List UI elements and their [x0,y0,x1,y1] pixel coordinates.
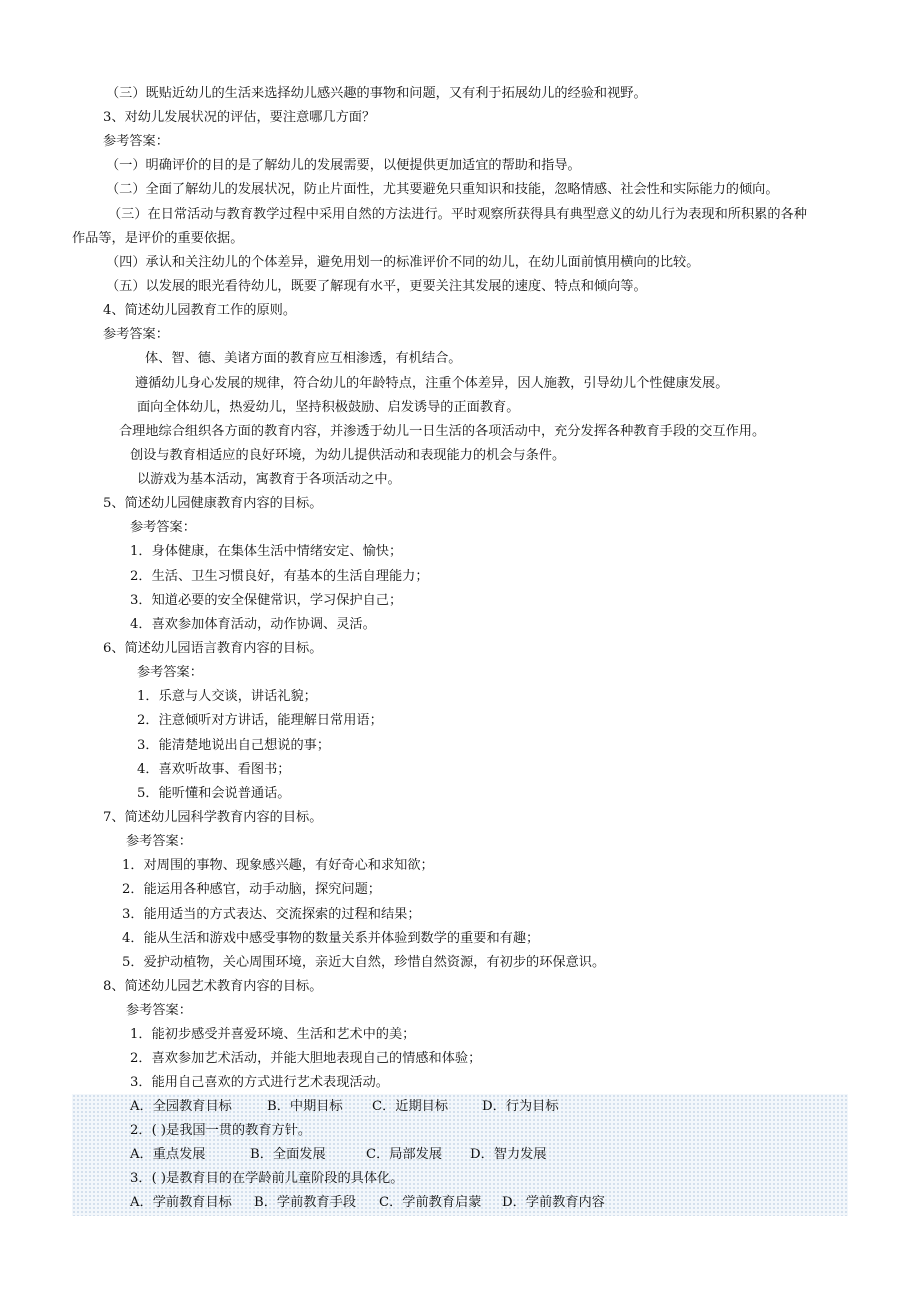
quiz-option: C．学前教育启蒙 [379,1195,482,1210]
paragraph-line: （二）全面了解幼儿的发展状况，防止片面性，尤其要避免只重知识和技能，忽略情感、社会性和实际能力的倾向。 [106,182,779,197]
list-item: 1．对周围的事物、现象感兴趣，有好奇心和求知欲； [122,858,434,873]
paragraph-line: 体、智、德、美诸方面的教育应互相渗透，有机结合。 [145,351,462,366]
question-heading: 5、简述幼儿园健康教育内容的目标。 [103,496,323,511]
quiz-option: A．学前教育目标 [130,1195,232,1210]
answer-label: 参考答案： [130,520,196,535]
quiz-option: D．行为目标 [482,1099,559,1114]
quiz-option: A．全园教育目标 [130,1099,232,1114]
answer-label: 参考答案： [103,327,169,342]
quiz-option: B．学前教育手段 [254,1195,357,1210]
paragraph-line: （三）在日常活动与教育教学过程中采用自然的方法进行。平时观察所获得具有典型意义的幼儿行为表现和所积累的各种 [108,207,807,222]
answer-label: 参考答案： [126,834,192,849]
paragraph-line: （三）既贴近幼儿的生活来选择幼儿感兴趣的事物和问题，又有利于拓展幼儿的经验和视野。 [106,86,647,101]
quiz-question: 2．( )是我国一贯的教育方针。 [130,1123,312,1138]
quiz-section [72,1094,848,1216]
question-heading: 4、简述幼儿园教育工作的原则。 [103,303,297,318]
paragraph-line: 合理地综合组织各方面的教育内容，并渗透于幼儿一日生活的各项活动中，充分发挥各种教育手段的交互作用。 [119,424,766,439]
question-heading: 3、对幼儿发展状况的评估，要注意哪几方面？ [103,110,376,125]
list-item: 2．生活、卫生习惯良好，有基本的生活自理能力； [130,569,429,584]
quiz-option: A．重点发展 [130,1147,206,1162]
list-item: 1．能初步感受并喜爱环境、生活和艺术中的美； [130,1027,416,1042]
paragraph-line: 以游戏为基本活动，寓教育于各项活动之中。 [137,472,401,487]
list-item: 5．爱护动植物，关心周围环境，亲近大自然，珍惜自然资源，有初步的环保意识。 [122,955,606,970]
list-item: 2．喜欢参加艺术活动，并能大胆地表现自己的情感和体验； [130,1051,482,1066]
list-item: 3．知道必要的安全保健常识，学习保护自己； [130,593,403,608]
list-item: 4．喜欢听故事、看图书； [137,762,291,777]
list-item: 5．能听懂和会说普通话。 [137,786,291,801]
paragraph-line: 创设与教育相适应的良好环境，为幼儿提供活动和表现能力的机会与条件。 [130,448,566,463]
quiz-question: 3．( )是教育目的在学龄前儿童阶段的具体化。 [130,1171,404,1186]
paragraph-line: 面向全体幼儿，热爱幼儿，坚持积极鼓励、启发诱导的正面教育。 [137,400,520,415]
list-item: 2．注意倾听对方讲话，能理解日常用语； [137,713,383,728]
list-item: 2．能运用各种感官，动手动脑，探究问题； [122,882,381,897]
paragraph-line: 遵循幼儿身心发展的规律，符合幼儿的年龄特点，注重个体差异，因人施教，引导幼儿个性健康发展。 [135,376,729,391]
answer-label: 参考答案： [103,134,169,149]
question-heading: 6、简述幼儿园语言教育内容的目标。 [103,641,323,656]
question-heading: 8、简述幼儿园艺术教育内容的目标。 [103,979,323,994]
paragraph-line: （一）明确评价的目的是了解幼儿的发展需要，以便提供更加适宜的帮助和指导。 [106,158,581,173]
quiz-option: B．全面发展 [250,1147,326,1162]
question-heading: 7、简述幼儿园科学教育内容的目标。 [103,810,323,825]
quiz-option: B．中期目标 [267,1099,343,1114]
list-item: 4．喜欢参加体育活动，动作协调、灵活。 [130,617,376,632]
paragraph-line: 作品等，是评价的重要依据。 [72,231,244,246]
list-item: 1．乐意与人交谈，讲话礼貌； [137,689,317,704]
quiz-option: D．智力发展 [470,1147,547,1162]
list-item: 3．能清楚地说出自己想说的事； [137,738,331,753]
list-item: 3．能用适当的方式表达、交流探索的过程和结果； [122,907,421,922]
quiz-option: C．局部发展 [366,1147,443,1162]
paragraph-line: （四）承认和关注幼儿的个体差异，避免用划一的标准评价不同的幼儿，在幼儿面前慎用横向的比较。 [106,255,700,270]
paragraph-line: （五）以发展的眼光看待幼儿，既要了解现有水平，更要关注其发展的速度、特点和倾向等。 [106,279,647,294]
list-item: 4．能从生活和游戏中感受事物的数量关系并体验到数学的重要和有趣； [122,931,540,946]
list-item: 3．能用自己喜欢的方式进行艺术表现活动。 [130,1075,389,1090]
answer-label: 参考答案： [137,665,203,680]
quiz-option: D．学前教育内容 [502,1195,605,1210]
answer-label: 参考答案： [126,1003,192,1018]
list-item: 1．身体健康，在集体生活中情绪安定、愉快； [130,544,403,559]
quiz-option: C．近期目标 [372,1099,449,1114]
